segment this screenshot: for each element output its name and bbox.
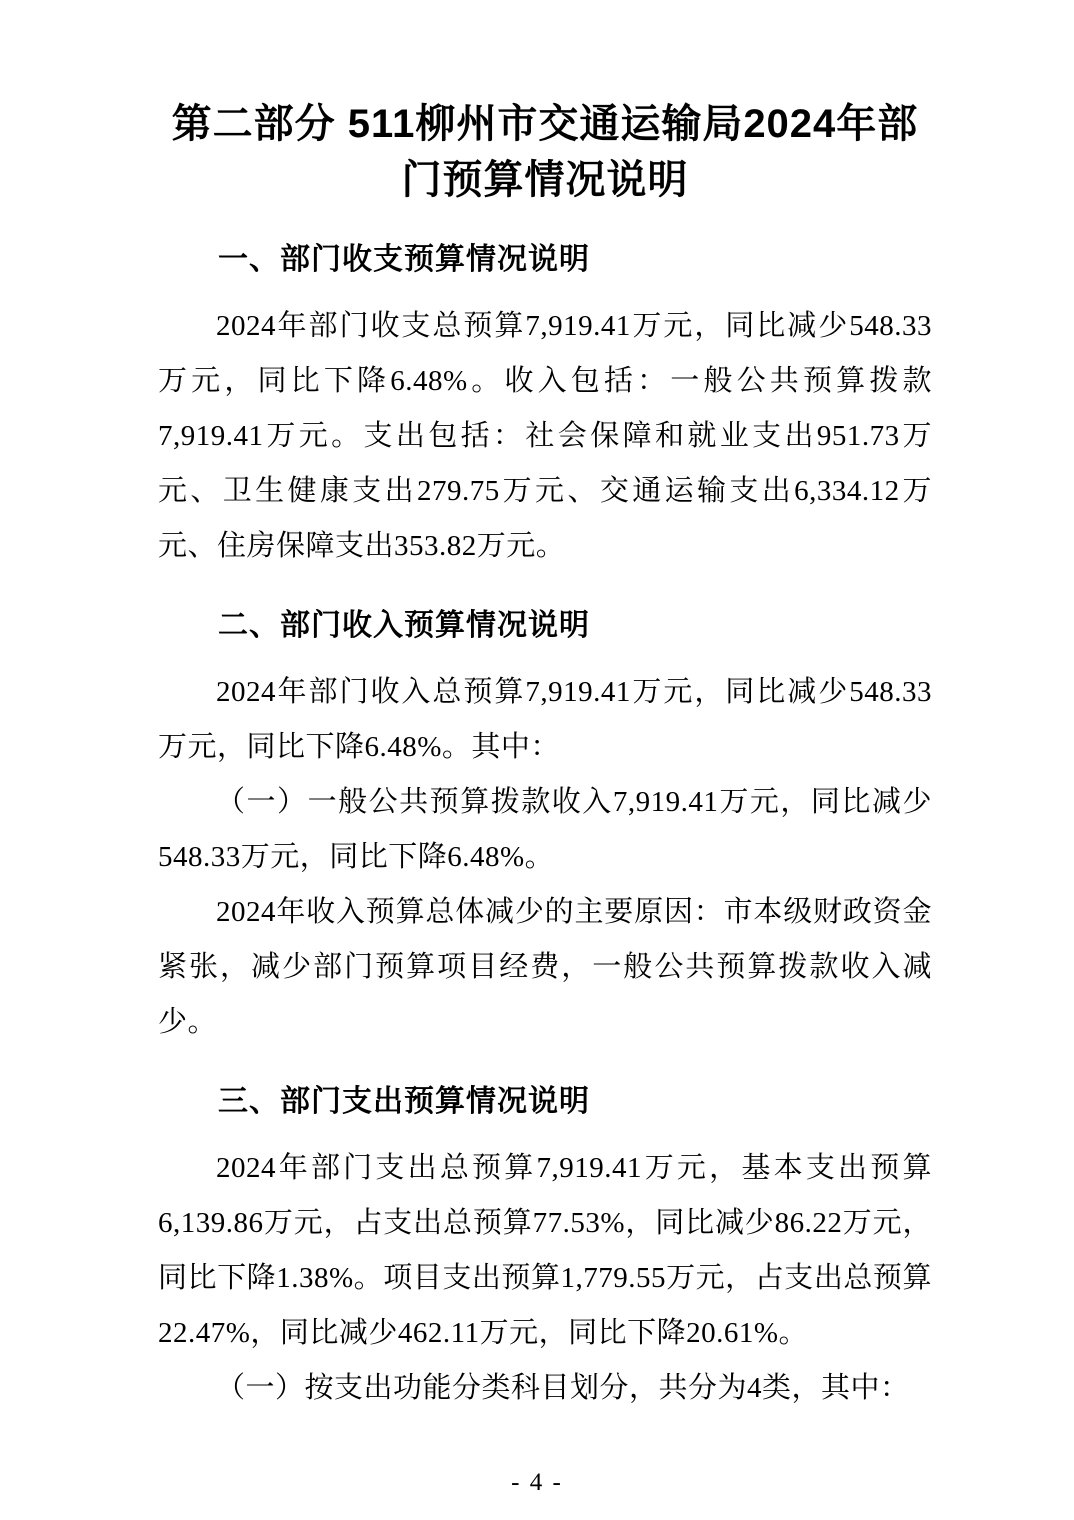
section-heading-expenditure: 三、部门支出预算情况说明 [218,1085,590,1118]
paragraph-expenditure-total: 2024年部门支出总预算7,919.41万元，基本支出预算6,139.86万元，占支出总预算77.53%，同比减少86.22万元，同比下降1.38%。项目支出预算1,779.55万元，占支出总预算22.47%，同比减少462.11万元，同比下降20.61%。 [158,1152,932,1349]
paragraph-income-general-public-budget: （一）一般公共预算拨款收入7,919.41万元，同比减少548.33万元，同比下降6.48%。 [158,786,932,873]
paragraph-budget-overview: 2024年部门收支总预算7,919.41万元，同比减少548.33万元，同比下降6.48%。收入包括：一般公共预算拨款7,919.41万元。支出包括：社会保障和就业支出951.73万元、卫生健康支出279.75万元、交通运输支出6,334.12万元、住房保障支出353.82万元。 [158,310,932,562]
section-heading-income: 二、部门收入预算情况说明 [218,609,590,642]
paragraph-expenditure-classification: （一）按支出功能分类科目划分，共分为4类，其中： [216,1372,910,1404]
page-number: - 4 - [511,1469,563,1496]
section-heading-income-expenditure: 一、部门收支预算情况说明 [218,243,590,276]
paragraph-income-decrease-reason: 2024年收入预算总体减少的主要原因：市本级财政资金紧张，减少部门预算项目经费，一般公共预算拨款收入减少。 [158,896,932,1038]
document-title: 第二部分 511柳州市交通运输局2024年部门预算情况说明 [171,102,919,202]
paragraph-income-total: 2024年部门收入总预算7,919.41万元，同比减少548.33万元，同比下降6.48%。其中： [158,676,932,763]
